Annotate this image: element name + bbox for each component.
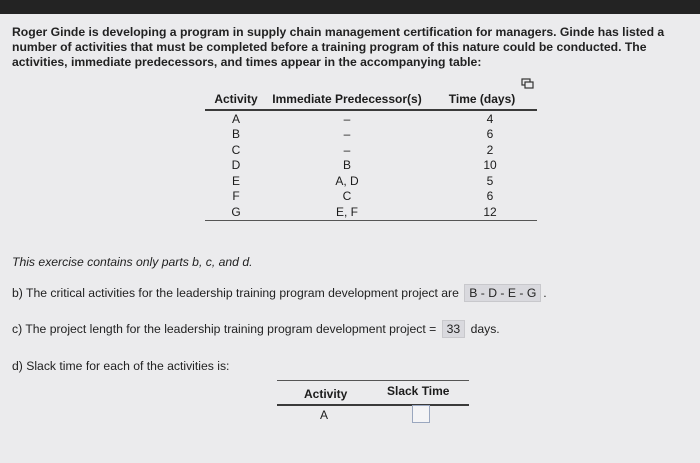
- table-row: [205, 173, 537, 189]
- activity-cell: B: [231, 127, 240, 142]
- critical-path-answer[interactable]: B - D - E - G: [464, 284, 541, 302]
- activity-cell: C: [231, 142, 241, 157]
- question-d-text: d) Slack time for each of the activities is:: [12, 359, 230, 373]
- predecessor-cell: C: [342, 189, 352, 204]
- exercise-note: This exercise contains only parts b, c, and d.: [12, 255, 253, 269]
- time-cell: 10: [483, 158, 497, 173]
- slack-header-activity: Activity: [304, 387, 348, 401]
- time-cell: 6: [486, 127, 494, 142]
- table-divider: [277, 404, 469, 406]
- question-b-suffix: .: [543, 286, 547, 300]
- slack-table: [277, 380, 469, 463]
- table-row: [205, 158, 537, 174]
- time-cell: 2: [486, 142, 494, 157]
- predecessor-cell: A, D: [335, 173, 359, 188]
- time-cell: 12: [427, 204, 537, 220]
- question-b: [12, 284, 547, 302]
- table-row: [205, 189, 537, 205]
- project-length-answer[interactable]: 33: [442, 320, 466, 338]
- question-c-suffix: days.: [470, 322, 500, 336]
- activity-cell: A: [231, 111, 240, 126]
- time-cell: 5: [486, 173, 494, 188]
- problem-intro: Roger Ginde is developing a program in supply chain management certification for managers. Ginde has listed a number of activities that must be completed before a training program of this nature could be conducted. The activities, immediate predecessors, and times appear in the accompanying table:: [12, 25, 665, 69]
- activity-cell: E: [231, 173, 240, 188]
- top-bar: [0, 0, 700, 14]
- time-cell: 6: [486, 189, 494, 204]
- predecessor-cell: E, F: [267, 204, 427, 220]
- table-row: [205, 110, 537, 127]
- predecessor-cell: –: [343, 111, 351, 126]
- activity-cell: F: [232, 189, 240, 204]
- activity-cell: G: [205, 204, 267, 220]
- table-divider: [277, 380, 469, 381]
- question-c: [12, 320, 500, 338]
- copy-table-icon[interactable]: [521, 78, 534, 89]
- predecessor-cell: –: [343, 127, 351, 142]
- question-b-text: b) The critical activities for the leadership training program development project are: [12, 286, 459, 300]
- question-c-text: c) The project length for the leadership training program development project =: [12, 322, 437, 336]
- header-predecessors: Immediate Predecessor(s): [267, 89, 427, 110]
- activity-cell: D: [231, 158, 241, 173]
- activity-table: [205, 89, 537, 221]
- predecessor-cell: B: [342, 158, 351, 173]
- time-cell: 4: [486, 111, 494, 126]
- header-activity: Activity: [205, 89, 267, 110]
- slack-activity-cell: A: [320, 408, 329, 422]
- predecessor-cell: –: [343, 142, 351, 157]
- slack-header-slack: Slack Time: [387, 384, 450, 398]
- slack-input-a[interactable]: [412, 405, 430, 423]
- table-row: [205, 142, 537, 158]
- header-time: Time (days): [427, 89, 537, 110]
- table-row: [205, 127, 537, 143]
- table-row: [205, 204, 537, 220]
